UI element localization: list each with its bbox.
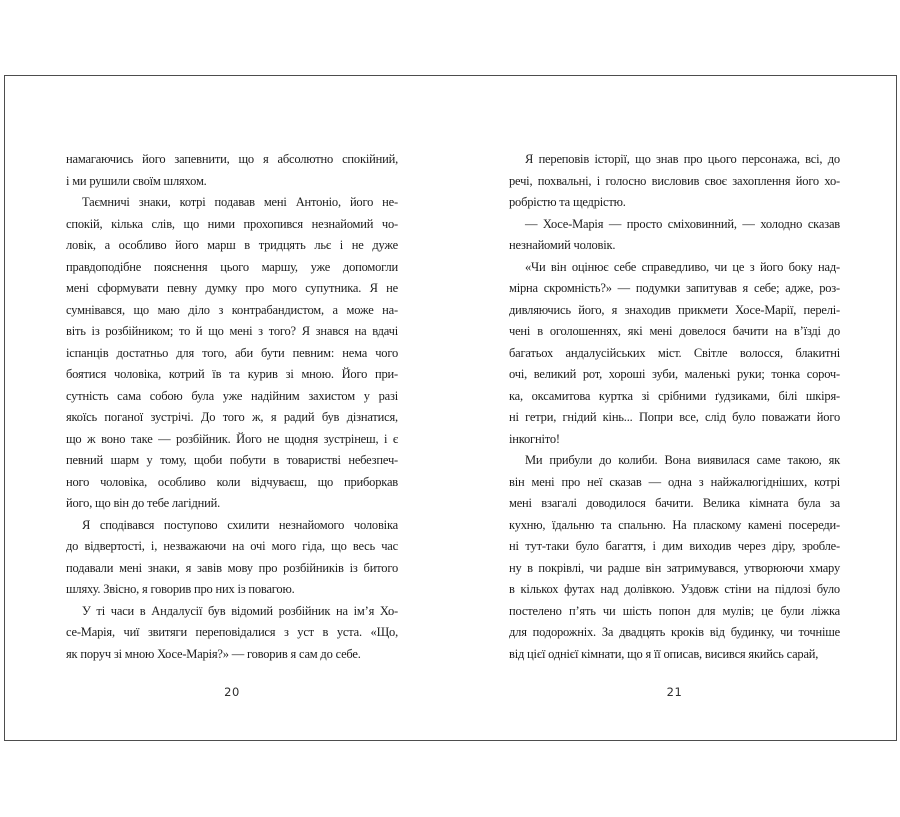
text-line: шляху. Звісно, я говорив про них із повагою. [66, 582, 295, 596]
text-line: віть із розбійником; то й що мені з того? Я знався на вдачі [66, 324, 398, 338]
text-line: ка, оксамитова куртка зі срібними ґудзиками, білі шкіря- [509, 388, 840, 403]
book-spread [4, 75, 897, 741]
text-line: спокій, кілька слів, що ними прохопився незнайомий чо- [66, 216, 398, 231]
text-line: сумнівався, що маю діло з контрабандистом, а може на- [66, 302, 398, 317]
text-line: багатьох андалусійських міст. Світле волосся, блакитні [509, 345, 840, 360]
text-line: в кількох футах над долівкою. Уздовж стіни на підлозі було [509, 582, 840, 596]
text-line: його, що він до тебе лагідний. [66, 496, 220, 510]
text-line: ні тут-таки було багаття, і дим виходив через діру, зробле- [509, 539, 840, 553]
text-line: У ті часи в Андалусії був відомий розбійник на ім’я Хо- [82, 603, 398, 618]
text-block [509, 149, 840, 665]
text-line: до відвертості, і, незважаючи на очі мого гіда, що весь час [66, 539, 398, 553]
text-line: від цієї однієї кімнати, що я її описав, висився якийсь сарай, [509, 646, 819, 661]
text-line: боятися чоловіка, котрий їв та курив зі мною. Його при- [66, 367, 398, 381]
text-line: робрістю та щедрістю. [509, 195, 626, 209]
text-line: певний шарм у тому, щоби побути в товаристві небезпеч- [66, 453, 398, 467]
text-line: ну в покрівлі, чи радше він затримувався, утворюючи хмару [509, 560, 840, 575]
text-line: Ми прибули до колиби. Вона виявилася саме такою, як [525, 453, 840, 467]
text-line: очі, великий рот, хороші зуби, маленькі руки; тонка сороч- [509, 367, 840, 381]
text-line: мені взагалі доводилося бачити. Велика кімната була за [509, 496, 840, 510]
text-line: подавали мені знаки, я завів мову про розбійників із битого [66, 560, 398, 575]
text-line: для подорожніх. За двадцять кроків від будинку, чи точніше [509, 625, 840, 639]
text-line: мені сформувати певну думку про мого супутника. Я не [66, 281, 398, 295]
text-line: сутність сама собою була уже надійним захистом у разі [66, 388, 398, 403]
text-line: що ж воно таке — розбійник. Його не щодня зустрінеш, і є [66, 431, 398, 446]
text-line: мірна скромність?» — подумки запитував я себе; адже, роз- [509, 281, 840, 295]
text-line: він мені про неї сказав — одна з найжалюгідніших, котрі [509, 474, 840, 489]
text-line: правдоподібне пояснення цього маршу, уже допомогли [66, 259, 398, 274]
text-line: ного чоловіка, особливо коли відчуваєш, що приборкав [66, 474, 398, 489]
text-line: незнайомий чоловік. [509, 238, 616, 252]
text-line: чені в оголошеннях, які мені довелося бачити на в’їзді до [509, 324, 840, 338]
text-line: якоїсь поганої зустрічі. До того ж, я радий був дізнатися, [66, 410, 398, 424]
text-line: «Чи він оцінює себе справедливо, чи це з його боку над- [525, 259, 840, 274]
text-line: іспанців достатньо для того, аби бути певним: нема чого [66, 345, 398, 360]
text-line: Я сподівався поступово схилити незнайомого чоловіка [82, 517, 398, 532]
page-right [509, 149, 840, 699]
text-line: постелено п’ять чи шість попон для мулів; це були ліжка [509, 603, 840, 618]
text-line: речі, похвальні, і голосно висловив своє захоплення його хо- [509, 173, 840, 188]
text-line: Таємничі знаки, котрі подавав мені Антоніо, його не- [82, 195, 398, 209]
text-line: і ми рушили своїм шляхом. [66, 173, 207, 188]
text-line: ні гетри, гнідий кінь... Попри все, слід було поважати його [509, 410, 840, 424]
text-line: Я переповів історії, що знав про цього персонажа, всі, до [525, 152, 840, 166]
text-line: кухню, їдальню та спальню. На пласкому камені посереди- [509, 517, 840, 532]
text-block [66, 149, 398, 665]
page-left [66, 149, 398, 699]
text-line: інкогніто! [509, 431, 560, 446]
text-line: дивляючись його, я знаходив прикмети Хосе-Марії, перелі- [509, 302, 840, 317]
text-line: — Хосе-Марія — просто сміховинний, — холодно сказав [525, 216, 840, 231]
text-line: намагаючись його запевнити, що я абсолютно спокійний, [66, 152, 398, 166]
text-line: ловік, а особливо його марш в тридцять льє і не дуже [66, 238, 398, 252]
page-number-left: 20 [224, 685, 240, 699]
text-line: се-Марія, чиї звитяги переповідалися з уст в уста. «Що, [66, 625, 398, 639]
page-number-right: 21 [666, 685, 683, 699]
text-line: як поруч зі мною Хосе-Марія?» — говорив я сам до себе. [66, 646, 361, 661]
